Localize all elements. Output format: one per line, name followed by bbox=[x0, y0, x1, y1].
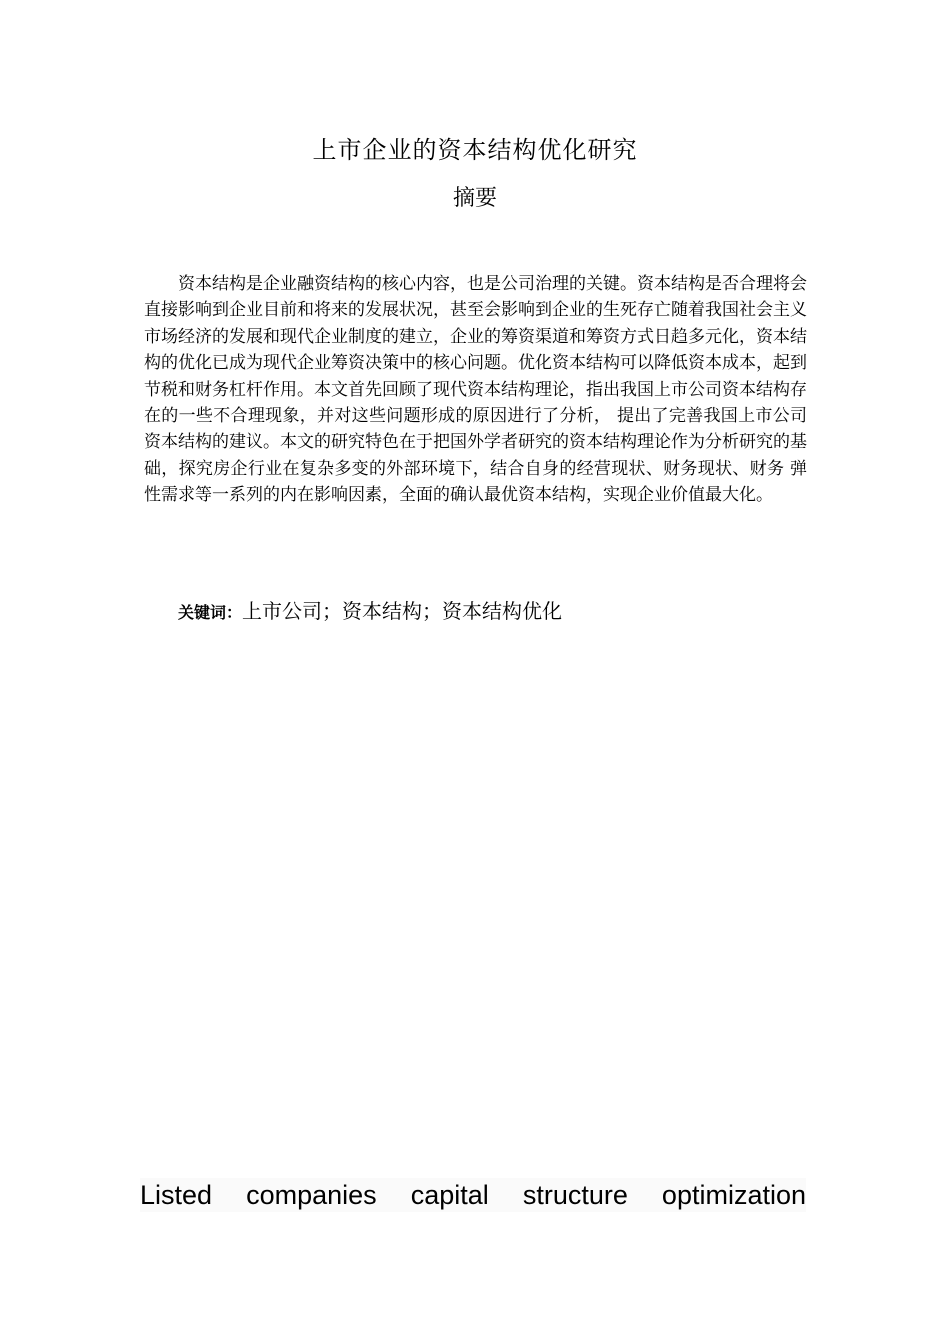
abstract-heading: 摘要 bbox=[452, 186, 497, 211]
document-title: 上市企业的资本结构优化研究 bbox=[312, 136, 638, 164]
keywords-value: 上市公司；资本结构；资本结构优化 bbox=[242, 599, 563, 623]
abstract-body: 资本结构是企业融资结构的核心内容，也是公司治理的关键。资本结构是否合理将会直接影响到企业目前和将来的发展状况，甚至会影响到企业的生死存亡随着我国社会主义市场经济的发展和现代企业制度的建立，企业的筹资渠道和筹资方式日趋多元化，资本结构的优化已成为现代企业筹资决策中的核心问题。优化资本结构可以降低资本成本，起到节税和财务杠杆作用。本文首先回顾了现代资本结构理论，指出我国上市公司资本结构存在的一些不合理现象，并对这些问题形成的原因进行了分析， 提出了完善我国上市公司资本结构的建议。本文的研究特色在于把国外学者研究的资本结构理论作为分析研究的基础，探究房企行业在复杂多变的外部环境下，结合自身的经营现状、财务现状、财务 弹性需求等一系列的内在影响因素，全面的确认最优资本结构，实现企业价值最大化。 bbox=[144, 274, 807, 506]
english-title: Listed companies capital structure optimization bbox=[140, 1180, 806, 1210]
keywords-label: 关键词： bbox=[178, 603, 243, 622]
keywords-line bbox=[178, 596, 818, 629]
